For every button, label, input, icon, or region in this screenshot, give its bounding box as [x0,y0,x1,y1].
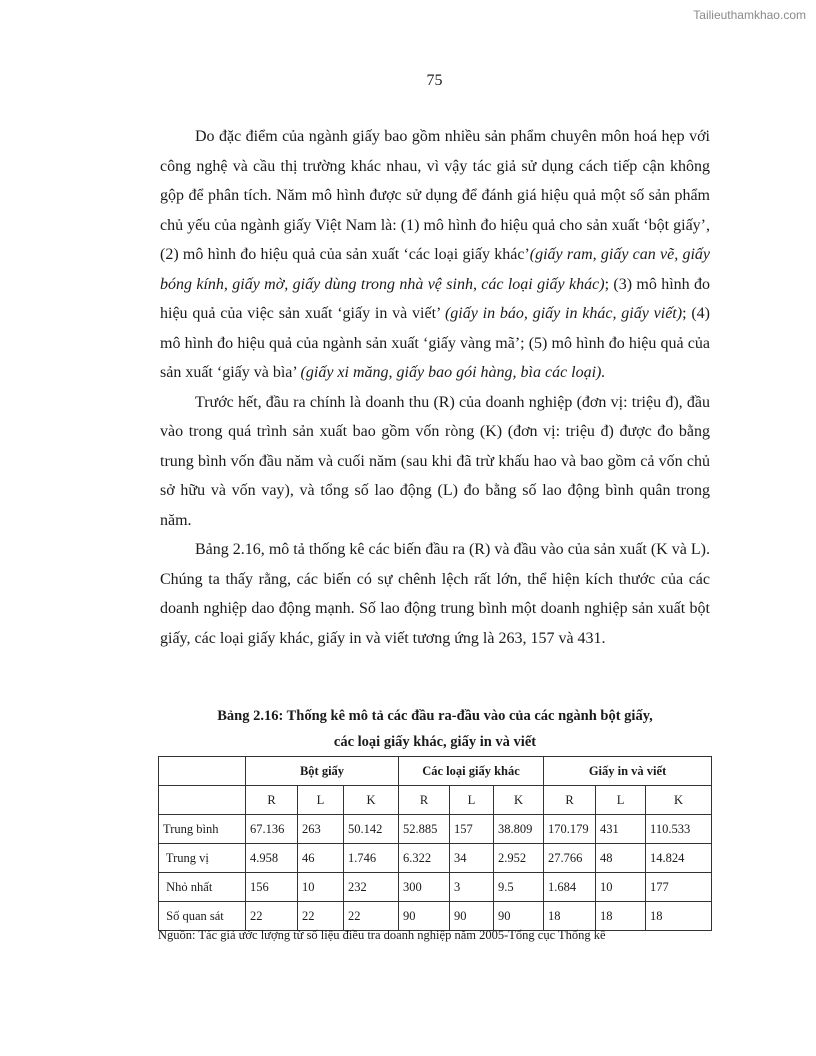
table-cell: 4.958 [246,844,298,873]
table-cell: 90 [399,902,450,931]
table-cell: 18 [544,902,596,931]
table-cell: 27.766 [544,844,596,873]
table-cell: 9.5 [494,873,544,902]
italic-text-segment: (giấy in báo, giấy in khác, giấy viết) [444,305,683,322]
paragraph [160,535,710,653]
table-corner-cell [159,757,246,786]
table-cell: 157 [450,815,494,844]
table-caption-line-2: các loại giấy khác, giấy in và viết [333,734,537,750]
body-text [160,122,710,653]
table-cell: 6.322 [399,844,450,873]
text-segment: Trước hết, đầu ra chính là doanh thu (R) của doanh nghiệp (đơn vị: triệu đ), đầu vào trong quá trình sản xuất bao gồm vốn ròng (K) (đơn vị: triệu đ) được đo bằng trung bình vốn đầu năm và cuối năm (sau khi đã trừ khấu hao và bao gồm cả vốn chủ sở hữu và vốn vay), và tổng số lao động (L) đo bằng số lao động bình quân trong năm. [160,393,710,529]
table-row [159,873,712,902]
italic-text-segment: (giấy ram, giấy can vẽ, giấy bóng kính, giấy mờ, giấy dùng trong nhà vệ sinh, các loại giấy khác) [160,246,710,293]
table-cell: 18 [646,902,712,931]
table-cell: 22 [246,902,298,931]
table-cell: 52.885 [399,815,450,844]
statistics-table [158,756,712,931]
watermark: Tailieuthamkhao.com [693,8,806,22]
table-cell: 1.746 [344,844,399,873]
var-header: K [646,786,712,815]
table-cell: 22 [344,902,399,931]
table-variable-header-row [159,786,712,815]
table-group-header-row [159,757,712,786]
table-cell: 263 [298,815,344,844]
italic-text-segment: (giấy xi măng, giấy bao gói hàng, bìa các loại). [300,364,606,381]
group-header-cac-loai-giay-khac: Các loại giấy khác [399,757,544,786]
table-cell: 1.684 [544,873,596,902]
paragraph [160,122,710,388]
table-corner-cell [159,786,246,815]
var-header: R [544,786,596,815]
table-cell: 177 [646,873,712,902]
table-cell: 22 [298,902,344,931]
table-caption-line-1: Bảng 2.16: Thống kê mô tả các đầu ra-đầu vào của các ngành bột giấy, [217,708,653,724]
table-cell: 2.952 [494,844,544,873]
var-header: R [399,786,450,815]
text-segment: ; (3) mô hình đo hiệu quả của việc sản xuất ‘giấy in và viết’ [160,275,710,322]
table-source-note: Nguồn: Tác giả ước lượng từ số liệu điều tra doanh nghiệp năm 2005-Tổng cục Thống kê [158,928,606,942]
text-segment: Bảng 2.16, mô tả thống kê các biến đầu ra (R) và đầu vào của sản xuất (K và L). Chúng ta thấy rằng, các biến có sự chênh lệch rất lớn, thể hiện kích thước của các doanh nghiệp dao động mạnh. Số lao động trung bình một doanh nghiệp sản xuất bột giấy, các loại giấy khác, giấy in và viết tương ứng là 263, 157 và 431. [160,541,710,647]
table-row [159,844,712,873]
table-row [159,902,712,931]
table-cell: 90 [494,902,544,931]
table-cell: 10 [298,873,344,902]
var-header: L [596,786,646,815]
table-cell: 431 [596,815,646,844]
row-label: Nhỏ nhất [159,873,246,902]
row-label: Trung vị [159,844,246,873]
table-cell: 3 [450,873,494,902]
table-row [159,815,712,844]
table-cell: 67.136 [246,815,298,844]
table-cell: 38.809 [494,815,544,844]
table-cell: 34 [450,844,494,873]
table-cell: 46 [298,844,344,873]
var-header: R [246,786,298,815]
table-cell: 10 [596,873,646,902]
table-cell: 18 [596,902,646,931]
var-header: K [344,786,399,815]
row-label: Số quan sát [159,902,246,931]
table-body [159,815,712,931]
var-header: K [494,786,544,815]
var-header: L [450,786,494,815]
table-cell: 90 [450,902,494,931]
page-number: 75 [426,72,443,89]
group-header-bot-giay: Bột giấy [246,757,399,786]
table-cell: 14.824 [646,844,712,873]
row-label: Trung bình [159,815,246,844]
paragraph [160,388,710,536]
table-cell: 48 [596,844,646,873]
group-header-giay-in-va-viet: Giấy in và viết [544,757,712,786]
table-cell: 156 [246,873,298,902]
table-caption [160,703,710,755]
var-header: L [298,786,344,815]
table-cell: 50.142 [344,815,399,844]
table-cell: 232 [344,873,399,902]
text-segment: ; (4) mô hình đo hiệu quả của ngành sản xuất ‘giấy vàng mã’; (5) mô hình đo hiệu quả của sản xuất ‘giấy và bìa’ [160,305,710,381]
table-cell: 170.179 [544,815,596,844]
table-cell: 300 [399,873,450,902]
text-segment: Do đặc điểm của ngành giấy bao gồm nhiều sản phẩm chuyên môn hoá hẹp với công nghệ và cầu thị trường khác nhau, vì vậy tác giả sử dụng cách tiếp cận không gộp để phân tích. Năm mô hình được sử dụng để đánh giá hiệu quả một số sản phẩm chủ yếu của ngành giấy Việt Nam là: (1) mô hình đo hiệu quả cho sản xuất ‘bột giấy’, (2) mô hình đo hiệu quả của sản xuất ‘các loại giấy khác’ [160,128,710,263]
table-cell: 110.533 [646,815,712,844]
